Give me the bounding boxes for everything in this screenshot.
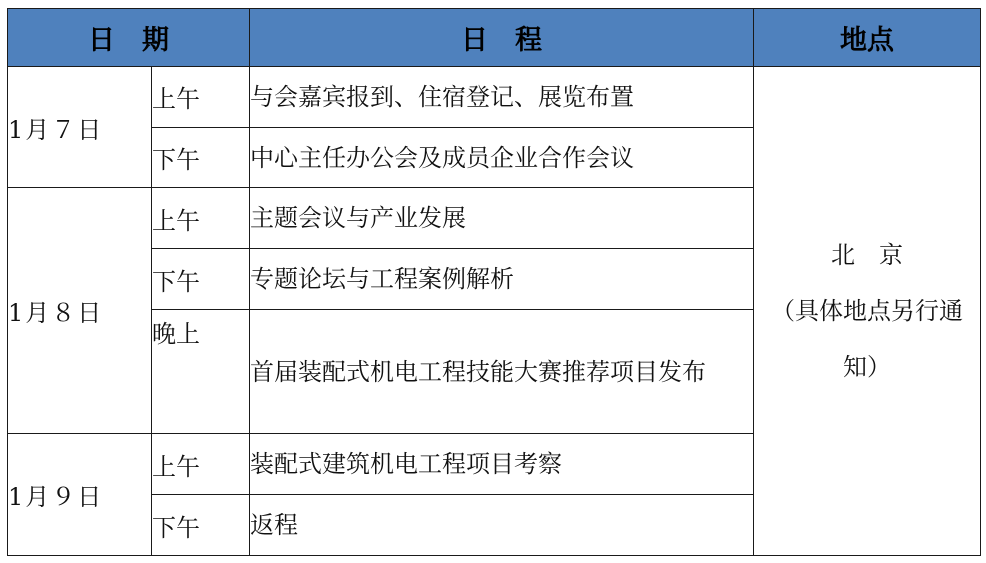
period-cell: 下午 — [152, 249, 250, 310]
date-cell: 1月９日 — [8, 434, 152, 556]
schedule-item-cell: 返程 — [250, 495, 754, 556]
date-cell: 1月８日 — [8, 188, 152, 434]
location-cell — [754, 67, 981, 556]
period-cell: 上午 — [152, 67, 250, 128]
period-cell: 上午 — [152, 434, 250, 495]
header-location: 地点 — [754, 9, 981, 67]
header-row — [8, 9, 981, 67]
schedule-item-cell: 主题会议与产业发展 — [250, 188, 754, 249]
table-row — [8, 67, 981, 128]
schedule-item-cell: 中心主任办公会及成员企业合作会议 — [250, 127, 754, 188]
period-cell: 下午 — [152, 495, 250, 556]
location-note: （具体地点另行通知） — [771, 297, 963, 381]
header-schedule: 日 程 — [250, 9, 754, 67]
date-cell: 1月７日 — [8, 67, 152, 188]
schedule-table-wrapper — [7, 8, 980, 556]
schedule-item-cell: 专题论坛与工程案例解析 — [250, 249, 754, 310]
schedule-item-cell: 首届装配式机电工程技能大赛推荐项目发布 — [250, 309, 754, 434]
period-cell: 晚上 — [152, 309, 250, 434]
header-date: 日 期 — [8, 9, 250, 67]
schedule-item-cell: 与会嘉宾报到、住宿登记、展览布置 — [250, 67, 754, 128]
schedule-item-cell: 装配式建筑机电工程项目考察 — [250, 434, 754, 495]
location-city: 北 京 — [831, 241, 903, 269]
period-cell: 下午 — [152, 127, 250, 188]
period-cell: 上午 — [152, 188, 250, 249]
schedule-table — [7, 8, 981, 556]
